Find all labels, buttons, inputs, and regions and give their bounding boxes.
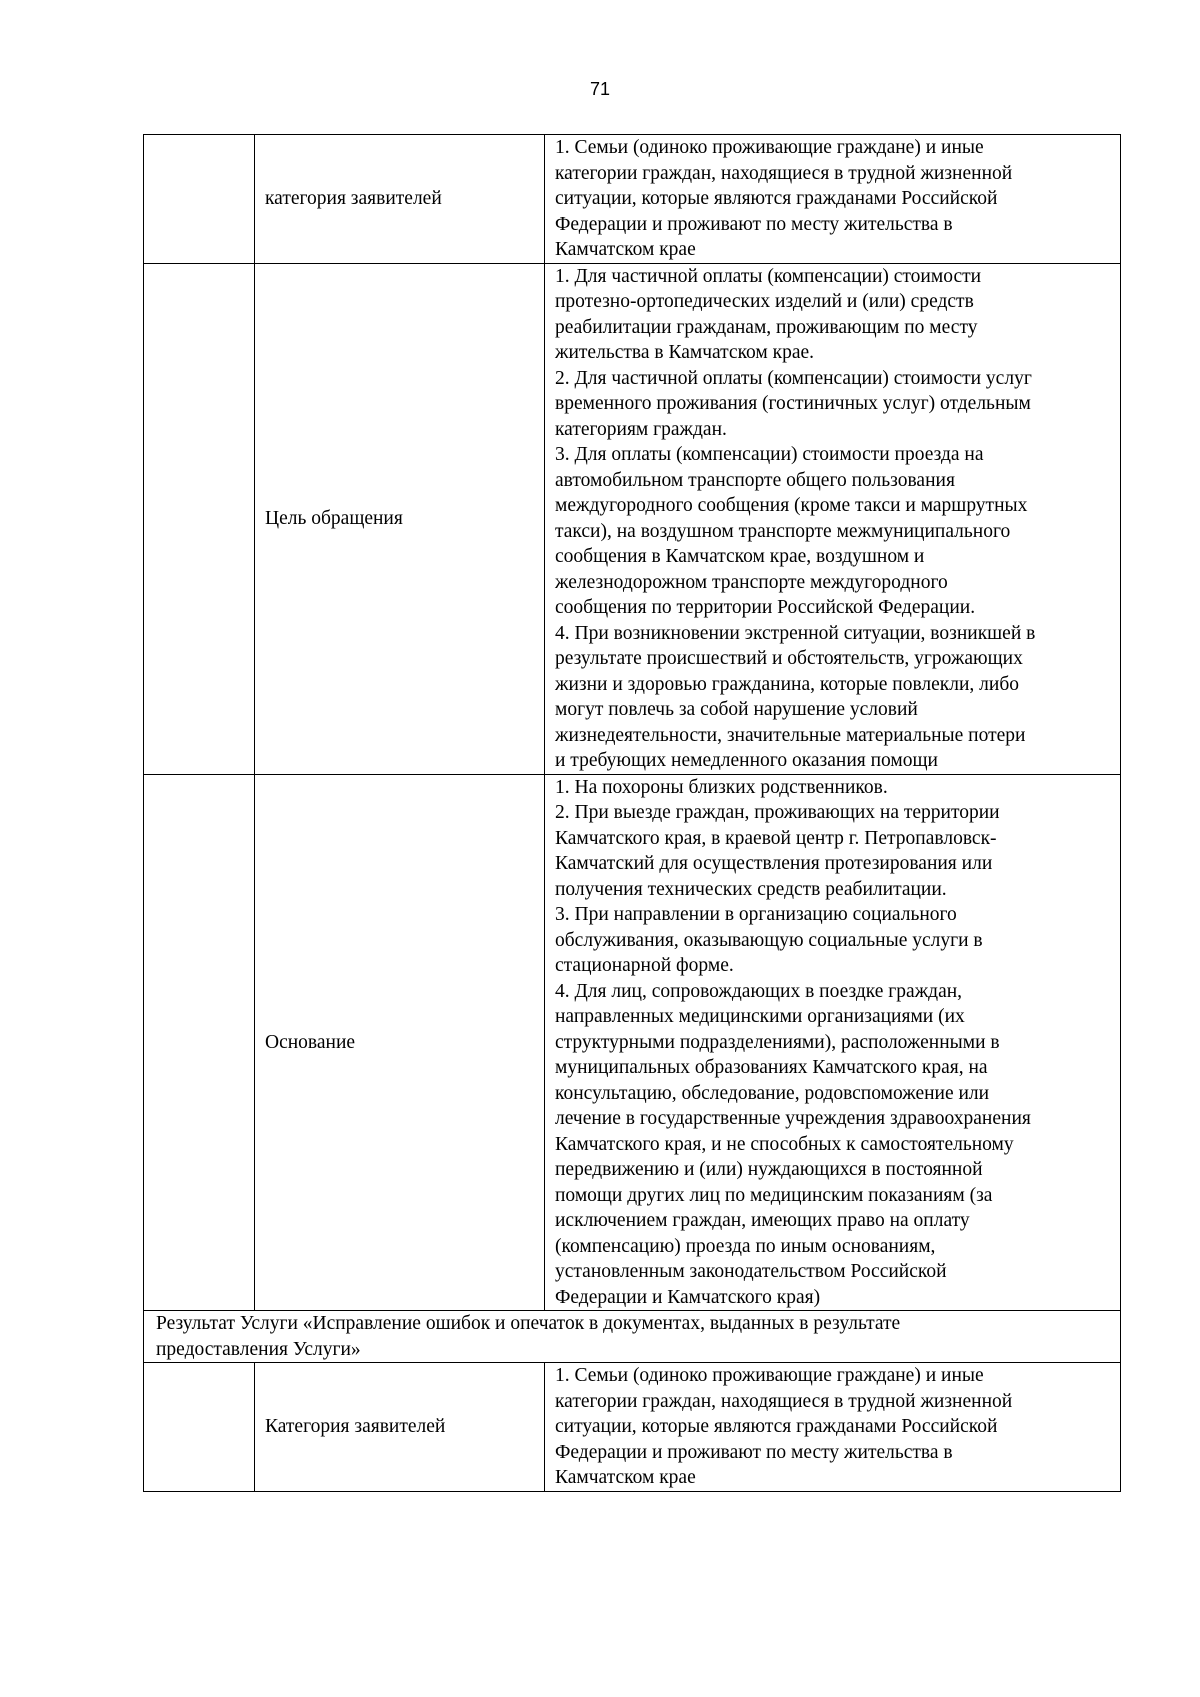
content-line: ситуации, которые являются гражданами Российской <box>555 1416 998 1437</box>
content-line: стационарной форме. <box>555 955 734 976</box>
content-line: Камчатский для осуществления протезирования или <box>555 853 993 874</box>
content-line: обслуживания, оказывающую социальные услуги в <box>555 929 983 951</box>
row-content <box>545 1363 1121 1492</box>
row-label: категория заявителей <box>255 135 545 264</box>
content-line: помощи других лиц по медицинским показаниям (за <box>555 1184 993 1206</box>
empty-cell <box>144 135 255 264</box>
empty-cell <box>144 263 255 774</box>
content-line: лечение в государственные учреждения здравоохранения <box>555 1108 1031 1129</box>
row-label: Категория заявителей <box>255 1363 545 1492</box>
section-header <box>144 1311 1121 1363</box>
row-label: Цель обращения <box>255 263 545 774</box>
content-line: протезно-ортопедических изделий и (или) средств <box>555 291 974 312</box>
content-line: 1. Семьи (одиноко проживающие граждане) и иные <box>555 137 984 158</box>
content-line: направленных медицинскими организациями (их <box>555 1006 965 1027</box>
content-line: 2. При выезде граждан, проживающих на территории <box>555 802 1000 823</box>
services-table <box>143 134 1121 1492</box>
content-line: установленным законодательством Российской <box>555 1261 947 1282</box>
empty-cell <box>144 1363 255 1492</box>
content-line: Федерации и проживают по месту жительства в <box>555 1441 953 1463</box>
content-line: жизни и здоровью гражданина, которые повлекли, либо <box>555 673 1020 695</box>
content-line: категориям граждан. <box>555 418 727 440</box>
content-line: сообщения по территории Российской Федерации. <box>555 597 976 618</box>
content-line: жизнедеятельности, значительные материальные потери <box>555 724 1026 746</box>
row-label: Основание <box>255 774 545 1311</box>
section-header-line: предоставления Услуги» <box>156 1338 361 1360</box>
content-line: Камчатском крае <box>555 1467 696 1488</box>
content-line: и требующих немедленного оказания помощи <box>555 750 938 771</box>
content-line: (компенсацию) проезда по иным основаниям, <box>555 1235 936 1257</box>
content-line: исключением граждан, имеющих право на оплату <box>555 1210 970 1231</box>
content-line: 3. Для оплаты (компенсации) стоимости проезда на <box>555 444 984 465</box>
content-line: Камчатского края, в краевой центр г. Петропавловск- <box>555 827 997 849</box>
content-line: железнодорожном транспорте междугородного <box>555 571 948 593</box>
content-line: получения технических средств реабилитации. <box>555 878 947 900</box>
content-line: 4. При возникновении экстренной ситуации, возникшей в <box>555 622 1036 644</box>
content-line: 1. Семьи (одиноко проживающие граждане) и иные <box>555 1365 984 1386</box>
content-line: сообщения в Камчатском крае, воздушном и <box>555 546 925 567</box>
content-line: автомобильном транспорте общего пользования <box>555 469 955 491</box>
content-line: передвижению и (или) нуждающихся в постоянной <box>555 1159 983 1180</box>
content-line: междугородного сообщения (кроме такси и маршрутных <box>555 495 1028 516</box>
content-line: реабилитации гражданам, проживающим по месту <box>555 316 978 338</box>
content-line: Камчатского края, и не способных к самостоятельному <box>555 1133 1014 1155</box>
row-content <box>545 263 1121 774</box>
section-header-row <box>144 1311 1121 1363</box>
content-line: 1. На похороны близких родственников. <box>555 776 888 798</box>
table-row <box>144 135 1121 264</box>
row-content <box>545 135 1121 264</box>
table-row <box>144 263 1121 774</box>
table-row <box>144 774 1121 1311</box>
content-line: категории граждан, находящиеся в трудной жизненной <box>555 1390 1013 1412</box>
content-line: Федерации и проживают по месту жительства в <box>555 213 953 235</box>
row-content <box>545 774 1121 1311</box>
content-line: временного проживания (гостиничных услуг) отдельным <box>555 393 1031 414</box>
content-line: структурными подразделениями), расположенными в <box>555 1031 1000 1053</box>
content-line: 3. При направлении в организацию социального <box>555 904 957 925</box>
content-line: муниципальных образованиях Камчатского края, на <box>555 1057 988 1078</box>
content-line: Федерации и Камчатского края) <box>555 1286 821 1308</box>
content-line: Камчатском крае <box>555 239 696 260</box>
content-line: 2. Для частичной оплаты (компенсации) стоимости услуг <box>555 367 1032 389</box>
content-line: 1. Для частичной оплаты (компенсации) стоимости <box>555 265 982 287</box>
page-number: 71 <box>589 79 611 99</box>
table-row <box>144 1363 1121 1492</box>
content-line: результате происшествий и обстоятельств, угрожающих <box>555 648 1023 669</box>
content-line: категории граждан, находящиеся в трудной жизненной <box>555 162 1013 184</box>
section-header-line: Результат Услуги «Исправление ошибок и опечаток в документах, выданных в результате <box>156 1313 901 1334</box>
content-line: 4. Для лиц, сопровождающих в поездке граждан, <box>555 980 963 1002</box>
content-line: такси), на воздушном транспорте межмуниципального <box>555 520 1011 542</box>
content-line: жительства в Камчатском крае. <box>555 342 815 363</box>
content-line: консультацию, обследование, родовспоможение или <box>555 1082 990 1104</box>
content-line: могут повлечь за собой нарушение условий <box>555 699 918 720</box>
content-line: ситуации, которые являются гражданами Российской <box>555 188 998 209</box>
empty-cell <box>144 774 255 1311</box>
